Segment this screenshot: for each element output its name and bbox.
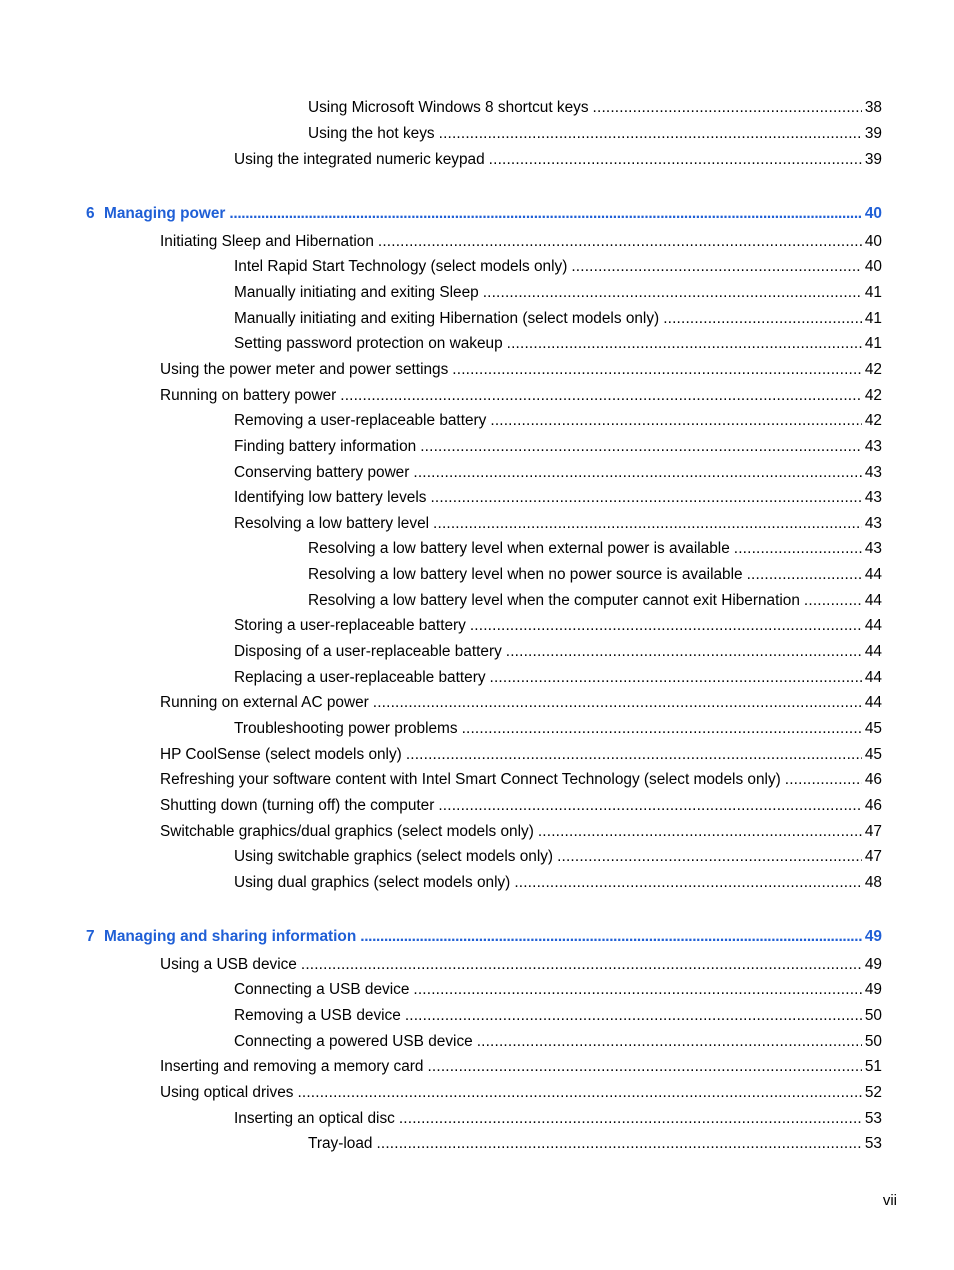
toc-entry-title: Running on external AC power [160, 694, 373, 712]
dot-leader [340, 387, 862, 405]
toc-page-number: 51 [864, 1058, 882, 1075]
toc-page-number: 43 [864, 464, 882, 481]
toc-page-number: 43 [864, 515, 882, 532]
toc-entry-title: Using optical drives [160, 1084, 297, 1102]
dot-leader [489, 151, 862, 169]
toc-entry-title: Inserting an optical disc [234, 1110, 399, 1128]
dot-leader [430, 489, 861, 507]
toc-page-number: 49 [864, 981, 882, 998]
dot-leader [483, 284, 862, 302]
toc-entry-title [86, 205, 229, 223]
toc-entry[interactable] [234, 331, 882, 353]
toc-entry-title: Using switchable graphics (select models only) [234, 848, 557, 866]
toc-page-number: 44 [864, 669, 882, 686]
toc-entry-title: Finding battery information [234, 438, 420, 456]
toc-page-number: 44 [864, 592, 882, 609]
toc-entry[interactable] [160, 357, 882, 379]
toc-page-number: 42 [864, 412, 882, 429]
toc-page-number: 40 [864, 233, 882, 250]
toc-entry[interactable] [308, 95, 882, 117]
dot-leader [452, 361, 862, 379]
toc-entry[interactable] [234, 716, 882, 738]
toc-entry-title: Disposing of a user-replaceable battery [234, 643, 506, 661]
toc-page-number: 41 [864, 335, 882, 352]
toc-page-number: 46 [864, 771, 882, 788]
dot-leader [413, 464, 862, 482]
toc-page-number: 48 [864, 874, 882, 891]
toc-page-number: 39 [864, 125, 882, 142]
toc-page-number: 49 [864, 928, 882, 945]
chapter-number: 7 [86, 928, 95, 945]
toc-entry-title: Switchable graphics/dual graphics (select models only) [160, 823, 538, 841]
dot-leader [557, 848, 862, 866]
toc-entry[interactable] [234, 1106, 882, 1128]
dot-leader [378, 233, 862, 251]
toc-entry[interactable] [308, 121, 882, 143]
toc-chapter-heading[interactable] [86, 201, 882, 223]
dot-leader [433, 515, 862, 533]
toc-chapter-heading[interactable] [86, 924, 882, 946]
toc-entry-title: Refreshing your software content with Intel Smart Connect Technology (select models only) [160, 771, 785, 789]
dot-leader [663, 310, 862, 328]
toc-entry[interactable] [160, 229, 882, 251]
dot-leader [399, 1110, 862, 1128]
toc-entry[interactable] [160, 383, 882, 405]
dot-leader [405, 1007, 862, 1025]
toc-entry-title: Setting password protection on wakeup [234, 335, 507, 353]
toc-entry-title: Tray-load [308, 1135, 376, 1153]
toc-page-number: 44 [864, 617, 882, 634]
toc-entry-title: Running on battery power [160, 387, 340, 405]
toc-entry[interactable] [234, 1029, 882, 1051]
toc-entry[interactable] [160, 767, 882, 789]
toc-page-number: 42 [864, 361, 882, 378]
toc-entry[interactable] [160, 819, 882, 841]
toc-page-number: 41 [864, 284, 882, 301]
toc-page-number: 47 [864, 823, 882, 840]
toc-page-number: 38 [864, 99, 882, 116]
toc-entry[interactable] [234, 434, 882, 456]
dot-leader [477, 1033, 862, 1051]
toc-entry[interactable] [160, 1080, 882, 1102]
dot-leader [734, 540, 862, 558]
chapter-title: Managing power [104, 205, 226, 222]
toc-entry[interactable] [160, 1054, 882, 1076]
toc-entry[interactable] [308, 588, 882, 610]
dot-leader [413, 981, 861, 999]
toc-entry-title: Storing a user-replaceable battery [234, 617, 470, 635]
toc-entry[interactable] [234, 639, 882, 661]
toc-entry-title: Resolving a low battery level when external power is available [308, 540, 734, 558]
toc-entry[interactable] [234, 613, 882, 635]
dot-leader [514, 874, 862, 892]
toc-page-number: 39 [864, 151, 882, 168]
dot-leader [490, 669, 862, 687]
toc-page-number: 44 [864, 566, 882, 583]
toc-entry[interactable] [308, 536, 882, 558]
toc-page-number: 42 [864, 387, 882, 404]
toc-page-number: 43 [864, 540, 882, 557]
toc-entry[interactable] [160, 742, 882, 764]
toc-page-number: 50 [864, 1033, 882, 1050]
toc-entry-title: Troubleshooting power problems [234, 720, 462, 738]
toc-entry-title: Using the power meter and power settings [160, 361, 452, 379]
dot-leader [229, 205, 861, 223]
toc-entry-title: Resolving a low battery level when no power source is available [308, 566, 747, 584]
toc-entry-title: Removing a user-replaceable battery [234, 412, 490, 430]
toc-entry-title: Manually initiating and exiting Sleep [234, 284, 483, 302]
dot-leader [462, 720, 862, 738]
dot-leader [427, 1058, 861, 1076]
toc-page-number: 49 [864, 956, 882, 973]
dot-leader [438, 797, 862, 815]
dot-leader [470, 617, 862, 635]
toc-page-number: 45 [864, 720, 882, 737]
toc-entry-title: Replacing a user-replaceable battery [234, 669, 490, 687]
dot-leader [804, 592, 862, 610]
dot-leader [360, 928, 862, 946]
toc-entry-title [86, 928, 360, 946]
toc-entry-title: Using the integrated numeric keypad [234, 151, 489, 169]
toc-page-number: 53 [864, 1110, 882, 1127]
toc-page-number: 53 [864, 1135, 882, 1152]
toc-entry-title: Shutting down (turning off) the computer [160, 797, 438, 815]
toc-entry[interactable] [234, 460, 882, 482]
toc-entry-title: Using the hot keys [308, 125, 439, 143]
toc-entry-title: Manually initiating and exiting Hibernation (select models only) [234, 310, 663, 328]
dot-leader [538, 823, 862, 841]
toc-page-number: 44 [864, 694, 882, 711]
toc-entry-title: Initiating Sleep and Hibernation [160, 233, 378, 251]
dot-leader [507, 335, 862, 353]
dot-leader [490, 412, 862, 430]
toc-entry-title: Resolving a low battery level [234, 515, 433, 533]
toc-entry-title: Connecting a USB device [234, 981, 413, 999]
dot-leader [406, 746, 862, 764]
toc-entry-title: Intel Rapid Start Technology (select models only) [234, 258, 571, 276]
toc-entry[interactable] [160, 793, 882, 815]
toc-entry[interactable] [234, 870, 882, 892]
toc-entry-title: Conserving battery power [234, 464, 413, 482]
toc-entry[interactable] [234, 977, 882, 999]
dot-leader [747, 566, 862, 584]
dot-leader [593, 99, 862, 117]
toc-entry[interactable] [234, 280, 882, 302]
toc-entry[interactable] [234, 408, 882, 430]
toc-entry-title: Inserting and removing a memory card [160, 1058, 427, 1076]
toc-page-number: 52 [864, 1084, 882, 1101]
dot-leader [785, 771, 862, 789]
toc-entry[interactable] [234, 665, 882, 687]
toc-entry[interactable] [308, 562, 882, 584]
toc-page-number: 40 [864, 205, 882, 222]
toc-entry[interactable] [234, 254, 882, 276]
dot-leader [506, 643, 862, 661]
toc-entry[interactable] [234, 306, 882, 328]
dot-leader [420, 438, 862, 456]
toc-page-number: 46 [864, 797, 882, 814]
toc-page-number: 47 [864, 848, 882, 865]
toc-page-number: 44 [864, 643, 882, 660]
toc-entry[interactable] [308, 1131, 882, 1153]
toc-page-number: 50 [864, 1007, 882, 1024]
toc-page-number: 43 [864, 489, 882, 506]
toc-entry-title: HP CoolSense (select models only) [160, 746, 406, 764]
toc-page-number: 43 [864, 438, 882, 455]
page-number: vii [882, 1192, 897, 1209]
toc-page-number: 40 [864, 258, 882, 275]
toc-entry[interactable] [160, 690, 882, 712]
dot-leader [376, 1135, 861, 1153]
toc-entry[interactable] [234, 844, 882, 866]
dot-leader [373, 694, 862, 712]
toc-entry[interactable] [234, 511, 882, 533]
toc-entry[interactable] [234, 147, 882, 169]
dot-leader [571, 258, 862, 276]
toc-entry[interactable] [234, 485, 882, 507]
toc-entry-title: Connecting a powered USB device [234, 1033, 477, 1051]
toc-entry-title: Using a USB device [160, 956, 301, 974]
dot-leader [297, 1084, 861, 1102]
chapter-number: 6 [86, 205, 95, 222]
toc-entry[interactable] [160, 952, 882, 974]
dot-leader [301, 956, 862, 974]
toc-page-number: 41 [864, 310, 882, 327]
chapter-title: Managing and sharing information [104, 928, 357, 945]
toc-entry-title: Resolving a low battery level when the computer cannot exit Hibernation [308, 592, 804, 610]
toc-entry[interactable] [234, 1003, 882, 1025]
toc-entry-title: Using dual graphics (select models only) [234, 874, 514, 892]
toc-entry-title: Identifying low battery levels [234, 489, 430, 507]
toc-entry-title: Removing a USB device [234, 1007, 405, 1025]
toc-entry-title: Using Microsoft Windows 8 shortcut keys [308, 99, 593, 117]
dot-leader [439, 125, 862, 143]
toc-page-number: 45 [864, 746, 882, 763]
